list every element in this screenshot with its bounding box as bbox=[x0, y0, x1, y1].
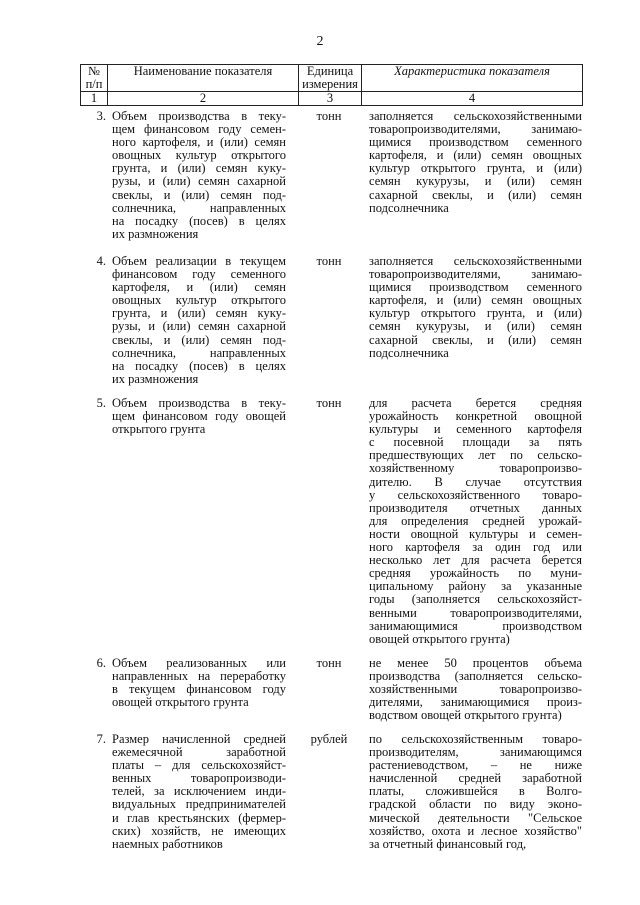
indicator-name-line: их размножения bbox=[112, 371, 199, 386]
indicator-name-line: ного картофеля, и (или) семян bbox=[112, 135, 286, 150]
characteristic-line: производства (заполняется сельско- bbox=[369, 669, 582, 684]
characteristic-line: растениеводством, – не ниже bbox=[369, 758, 582, 773]
indicator-characteristic bbox=[369, 397, 582, 646]
indicator-name-line: рузы, и (или) семян сахарной bbox=[112, 319, 286, 334]
indicator-name-line: открытого грунта bbox=[112, 422, 206, 437]
indicator-name-line: платы – для сельскохозяйст- bbox=[112, 758, 286, 773]
indicator-characteristic bbox=[369, 657, 582, 722]
characteristic-line: семян кукурузы, и (или) семян bbox=[369, 319, 582, 334]
indicator-name-line: телей, за исключением инди- bbox=[112, 784, 286, 799]
indicator-name-line: ских) хозяйств, не имеющих bbox=[112, 823, 286, 838]
indicator-name-line: овощных культур открытого bbox=[112, 293, 286, 308]
indicator-name-line: в текущем финансовом году bbox=[112, 682, 286, 697]
characteristic-line: производителям, занимающимся bbox=[369, 745, 582, 760]
characteristic-line: подсолнечника bbox=[369, 345, 449, 360]
characteristic-line: занимающимися производством bbox=[369, 618, 582, 633]
unit-of-measure: тонн bbox=[316, 254, 342, 268]
indicator-name-line: и глав крестьянских (фермер- bbox=[112, 810, 286, 825]
characteristic-line: хозяйственному товаропроизво- bbox=[369, 461, 582, 476]
characteristic-line: щимися производством семенного bbox=[369, 135, 582, 150]
characteristic-line: культур открытого грунта, и (или) bbox=[369, 306, 582, 321]
unit-of-measure: тонн bbox=[316, 109, 342, 123]
header-col-characteristic: Характеристика показателя bbox=[362, 65, 583, 92]
indicator-name-line: солнечника, направленных bbox=[112, 345, 286, 360]
header-num-4: 4 bbox=[362, 92, 583, 106]
characteristic-line: картофеля, и (или) семян овощных bbox=[369, 148, 582, 163]
indicator-name-line: свеклы, и (или) семян под- bbox=[112, 332, 286, 347]
indicator-name-line: на посадку (посев) в целях bbox=[112, 358, 286, 373]
characteristic-line: хозяйственными товаропроизво- bbox=[369, 682, 582, 697]
header-col-unit: Единица измерения bbox=[299, 65, 362, 92]
indicator-name-line: Объем реализованных или bbox=[112, 656, 286, 670]
table-header bbox=[80, 64, 582, 106]
characteristic-line: товаропроизводителями, занимаю- bbox=[369, 122, 582, 137]
indicator-name-line: их размножения bbox=[112, 226, 199, 241]
indicator-name-line: Объем производства в теку- bbox=[112, 109, 286, 123]
indicator-name-line: солнечника, направленных bbox=[112, 200, 286, 215]
characteristic-line: сахарной свеклы, и (или) семян bbox=[369, 187, 582, 202]
characteristic-line: подсолнечника bbox=[369, 200, 449, 215]
indicator-name-line: Размер начисленной средней bbox=[112, 732, 286, 746]
indicator-name bbox=[112, 397, 286, 436]
characteristic-line: культуры и семенного картофеля bbox=[369, 422, 582, 437]
characteristic-line: не менее 50 процентов объема bbox=[369, 656, 582, 670]
characteristic-line: хозяйство, охота и лесное хозяйство" bbox=[369, 823, 582, 838]
indicator-name bbox=[112, 733, 286, 851]
characteristic-line: урожайность конкретной овощной bbox=[369, 409, 582, 424]
indicator-name-line: щем финансовом году семен- bbox=[112, 122, 286, 137]
characteristic-line: овощей открытого грунта) bbox=[369, 631, 510, 646]
characteristic-line: культур открытого грунта, и (или) bbox=[369, 161, 582, 176]
characteristic-line: дителю. В случае отсутствия bbox=[369, 474, 582, 489]
characteristic-line: средняя урожайность по муни- bbox=[369, 566, 582, 581]
indicator-name bbox=[112, 255, 286, 386]
row-number: 7. bbox=[96, 732, 106, 746]
characteristic-line: начисленной средней заработной bbox=[369, 771, 582, 786]
characteristic-line: для расчета берется средняя bbox=[369, 396, 582, 410]
characteristic-line: ного картофеля за один год или bbox=[369, 540, 582, 555]
header-num-3: 3 bbox=[299, 92, 362, 106]
header-col-number: № п/п bbox=[81, 65, 108, 92]
characteristic-line: градской области по виду эконо- bbox=[369, 797, 582, 812]
indicator-characteristic bbox=[369, 733, 582, 851]
unit-of-measure: рублей bbox=[310, 732, 348, 746]
characteristic-line: для определения средней урожай- bbox=[369, 513, 582, 528]
indicator-name-line: наемных работников bbox=[112, 836, 223, 851]
characteristic-line: несколько лет для расчета берется bbox=[369, 553, 582, 568]
indicator-name-line: направленных на переработку bbox=[112, 669, 286, 684]
indicator-name-line: грунта, и (или) семян куку- bbox=[112, 161, 286, 176]
indicator-name bbox=[112, 657, 286, 709]
characteristic-line: дителями, занимающимися произ- bbox=[369, 695, 582, 710]
header-col-name: Наименование показателя bbox=[108, 65, 299, 92]
indicator-name-line: на посадку (посев) в целях bbox=[112, 213, 286, 228]
indicator-characteristic bbox=[369, 110, 582, 215]
characteristic-line: ности овощной культуры и семен- bbox=[369, 526, 582, 541]
characteristic-line: товаропроизводителями, занимаю- bbox=[369, 267, 582, 282]
characteristic-line: венными товаропроизводителями, bbox=[369, 605, 582, 620]
indicator-characteristic bbox=[369, 255, 582, 360]
characteristic-line: семян кукурузы, и (или) семян bbox=[369, 174, 582, 189]
unit-of-measure: тонн bbox=[316, 656, 342, 670]
characteristic-line: ципальному району за указанные bbox=[369, 579, 582, 594]
indicator-name-line: рузы, и (или) семян сахарной bbox=[112, 174, 286, 189]
row-number: 5. bbox=[96, 396, 106, 410]
characteristic-line: мической деятельности "Сельское bbox=[369, 810, 582, 825]
row-number: 3. bbox=[96, 109, 106, 123]
characteristic-line: заполняется сельскохозяйственными bbox=[369, 109, 582, 123]
characteristic-line: годы (заполняется сельскохозяйст- bbox=[369, 592, 582, 607]
indicator-name-line: финансовом году семенного bbox=[112, 267, 286, 282]
page-number: 2 bbox=[316, 34, 324, 49]
characteristic-line: водством овощей открытого грунта) bbox=[369, 708, 562, 723]
characteristic-line: платы, сложившейся в Волго- bbox=[369, 784, 582, 799]
characteristic-line: за отчетный финансовый год, bbox=[369, 836, 527, 851]
indicator-name-line: венных товаропроизводи- bbox=[112, 771, 286, 786]
characteristic-line: с посевной площади за пять bbox=[369, 435, 582, 450]
indicator-name-line: ежемесячной заработной bbox=[112, 745, 286, 760]
indicator-name-line: овощных культур открытого bbox=[112, 148, 286, 163]
indicator-name-line: щем финансовом году овощей bbox=[112, 409, 286, 424]
unit-of-measure: тонн bbox=[316, 396, 342, 410]
characteristic-line: сахарной свеклы, и (или) семян bbox=[369, 332, 582, 347]
indicator-name-line: грунта, и (или) семян куку- bbox=[112, 306, 286, 321]
header-num-2: 2 bbox=[108, 92, 299, 106]
indicator-name-line: овощей открытого грунта bbox=[112, 695, 249, 710]
characteristic-line: заполняется сельскохозяйственными bbox=[369, 254, 582, 268]
indicator-name-line: Объем реализации в текущем bbox=[112, 254, 286, 268]
indicator-name-line: картофеля, и (или) семян bbox=[112, 280, 286, 295]
characteristic-line: предшествующих лет по сельско- bbox=[369, 448, 582, 463]
row-number: 4. bbox=[96, 254, 106, 268]
indicator-name bbox=[112, 110, 286, 241]
indicator-name-line: видуальных предпринимателей bbox=[112, 797, 286, 812]
indicator-name-line: Объем производства в теку- bbox=[112, 396, 286, 410]
characteristic-line: щимися производством семенного bbox=[369, 280, 582, 295]
characteristic-line: картофеля, и (или) семян овощных bbox=[369, 293, 582, 308]
header-num-1: 1 bbox=[81, 92, 108, 106]
characteristic-line: по сельскохозяйственным товаро- bbox=[369, 732, 582, 746]
indicator-name-line: свеклы, и (или) семян под- bbox=[112, 187, 286, 202]
characteristic-line: у сельскохозяйственного товаро- bbox=[369, 487, 582, 502]
characteristic-line: производителя отчетных данных bbox=[369, 500, 582, 515]
row-number: 6. bbox=[96, 656, 106, 670]
